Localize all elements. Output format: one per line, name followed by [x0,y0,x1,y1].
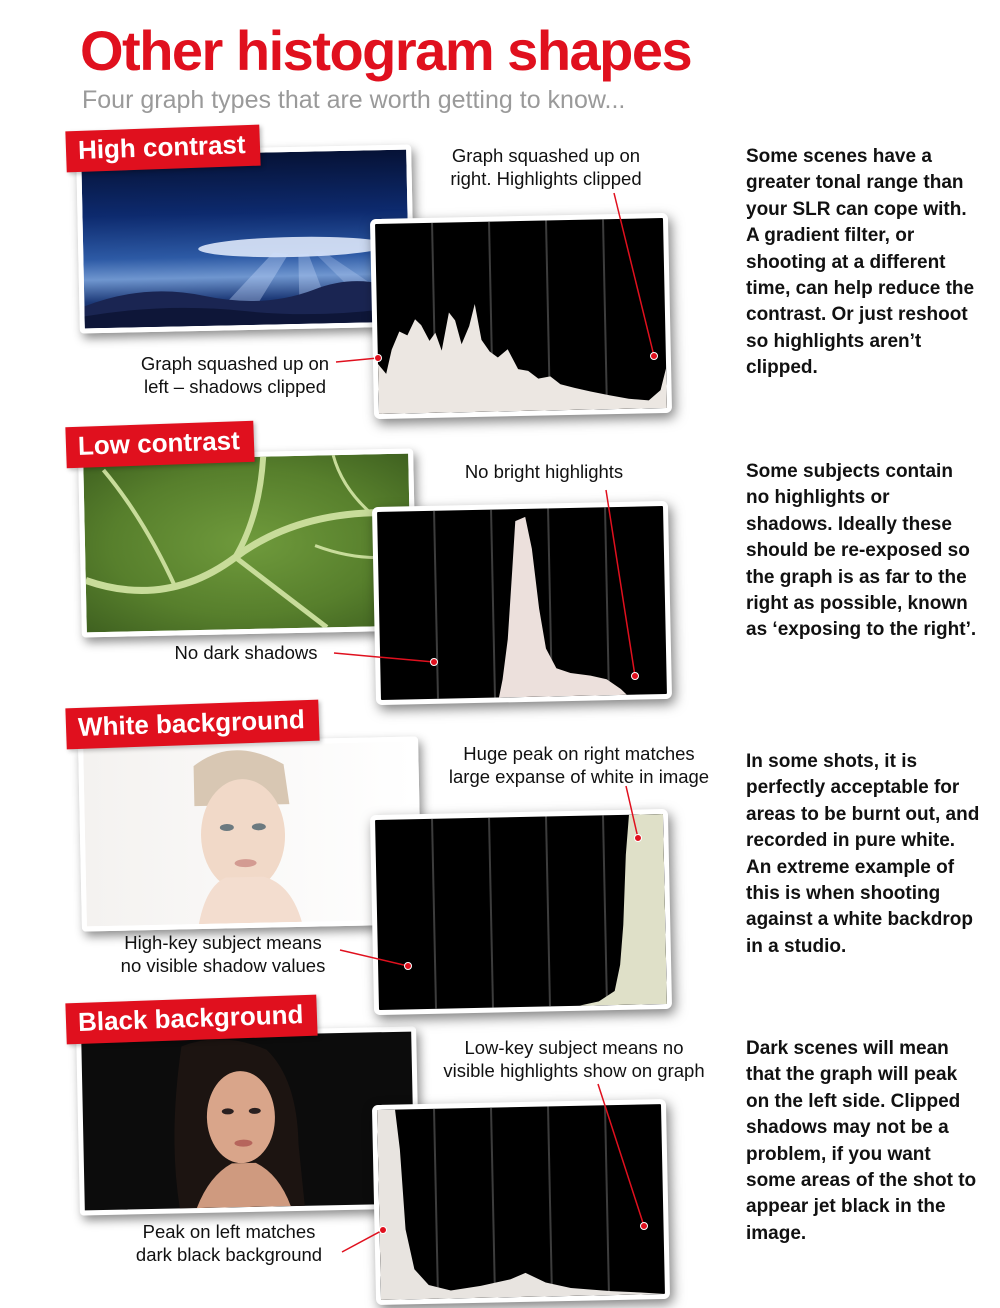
page-title: Other histogram shapes [80,19,692,82]
histogram-black-background [372,1099,670,1305]
callout-text: No bright highlights [464,461,624,482]
section-tag-low-contrast: Low contrast [65,421,254,469]
photo-woman-black-background [76,1026,420,1215]
callout-peak-left [118,1220,340,1266]
section-body-low-contrast: Some subjects contain no highlights or shadows. Ideally these should be re-exposed so the graph is as far to the right as possible, known as ‘exposing to the right’. [746,461,977,641]
callout-text: Peak on left matches dark black background [135,1221,323,1265]
callout-high-key [108,931,338,977]
histogram-graph [375,218,667,414]
callout-text: Low-key subject means no visible highlights show on graph [443,1037,705,1081]
section-tag-black-background: Black background [65,995,318,1045]
photo-leaf [78,449,417,638]
callout-text: No dark shadows [174,642,318,663]
callout-text: Graph squashed up on right. Highlights clipped [450,145,642,189]
portrait-illustration [81,1032,415,1211]
callout-huge-peak-right [436,742,722,788]
callout-no-highlights [440,460,648,483]
photo-sky-sunrays [76,145,415,334]
section-tag-white-background: White background [65,700,319,750]
page-subtitle: Four graph types that are worth getting to know... [82,86,626,114]
callout-highlights-clipped [432,144,660,190]
sky-illustration [81,150,410,329]
callout-text: High-key subject means no visible shadow values [120,932,326,976]
histogram-graph [375,814,667,1010]
histogram-high-contrast [370,213,672,419]
section-tag-high-contrast: High contrast [65,125,260,173]
portrait-illustration [83,742,417,927]
leaf-illustration [83,454,412,633]
section-body-high-contrast: Some scenes have a greater tonal range than your SLR can cope with. A gradient filter, or shooting at a different time, can help reduce the contrast. Or just reshoot so highlights aren’t clipped. [746,146,975,379]
histogram-graph [377,1104,665,1300]
callout-no-shadows [160,641,332,664]
section-body-white-background: In some shots, it is perfectly acceptable for areas to be burnt out, and recorded in pure white. An extreme example of this is when shooting against a white backdrop in a studio. [746,751,980,957]
callout-low-key [428,1036,720,1082]
section-body-black-background: Dark scenes will mean that the graph will peak on the left side. Clipped shadows may not be a problem, if you want some areas of the shot to appear jet black in the image. [746,1038,977,1244]
histogram-low-contrast [372,501,672,705]
callout-shadows-clipped [120,352,350,398]
callout-text: Graph squashed up on left – shadows clipped [140,353,330,397]
histogram-graph [377,506,667,700]
callout-text: Huge peak on right matches large expanse of white in image [448,743,710,787]
histogram-white-background [370,809,672,1015]
